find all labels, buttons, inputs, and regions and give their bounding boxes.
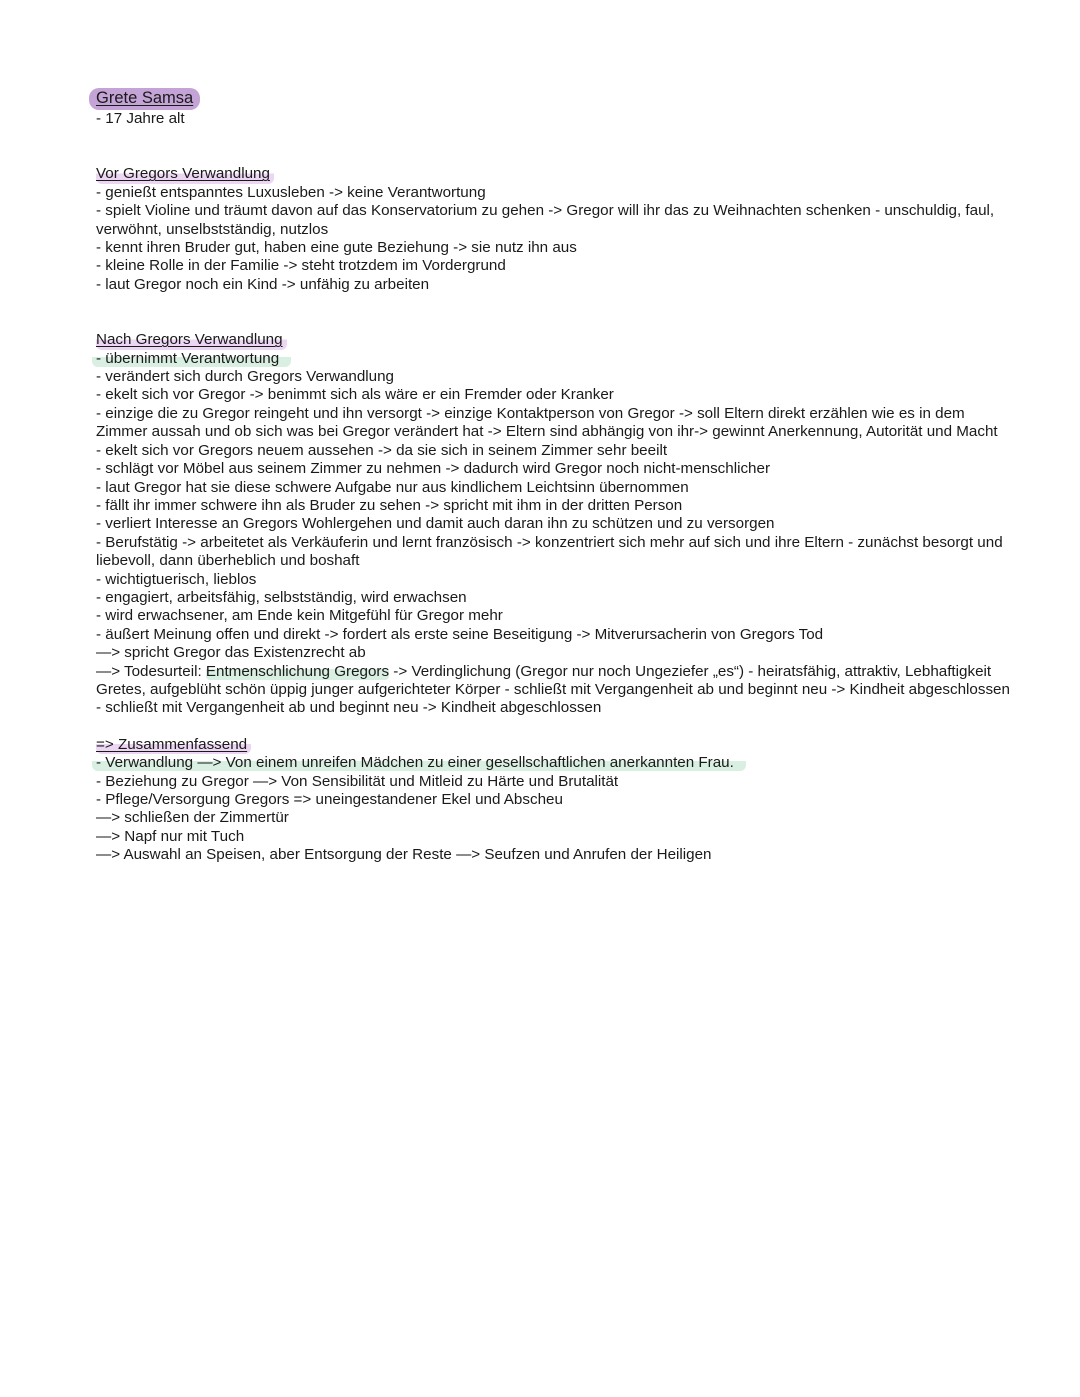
summary-first-line: - Verwandlung —> Von einem unreifen Mädchen zu einer gesellschaftlichen anerkannten Frau. [92,754,746,771]
summary-line: - Beziehung zu Gregor —> Von Sensibilität und Mitleid zu Härte und Brutalität [96,772,619,790]
after-line: - schlägt vor Möbel aus seinem Zimmer zu nehmen -> dadurch wird Gregor noch nicht-menschlicher [96,460,771,478]
verdict-prefix: —> Todesurteil: [96,662,206,680]
page-title: Grete Samsa [96,89,194,107]
before-line: - genießt entspanntes Luxusleben -> keine Verantwortung [96,183,486,201]
after-line: - fällt ihr immer schwere ihn als Bruder zu sehen -> spricht mit ihm in der dritten Person [96,496,683,514]
after-line: - laut Gregor hat sie diese schwere Aufgabe nur aus kindlichem Leichtsinn übernommen [96,478,689,496]
summary-line: —> Napf nur mit Tuch [96,827,245,845]
after-line: - ekelt sich vor Gregors neuem aussehen -> da sie sich in seinem Zimmer sehr beeilt [96,441,668,459]
after-line: - verliert Interesse an Gregors Wohlergehen und damit auch daran ihn zu schützen und zu versorgen [96,515,775,533]
section-summary-heading: => Zusammenfassend [96,736,251,754]
after-line: - einzige die zu Gregor reingeht und ihn versorgt -> einzige Kontaktperson von Gregor -> soll Eltern direkt erzählen wie es in dem Zimmer aussah und ob sich was bei Gregor verändert hat -> Eltern sind abhängig von ihr-> gewinnt Anerkennung, Autorität und Macht [96,404,998,441]
after-line: - äußert Meinung offen und direkt -> fordert als erste seine Beseitigung -> Mitverursacherin von Gregors Tod [96,625,824,643]
after-line: - wichtigtuerisch, lieblos [96,570,257,588]
before-line: - kleine Rolle in der Familie -> steht trotzdem im Vordergrund [96,257,506,275]
before-line: - laut Gregor noch ein Kind -> unfähig zu arbeiten [96,275,430,293]
section-after [96,331,1016,718]
summary-line: - Pflege/Versorgung Gregors => uneingestandener Ekel und Abscheu [96,791,563,808]
spacer [96,128,1016,165]
age-line: - 17 Jahre alt [96,110,185,127]
spacer [96,294,1016,331]
after-line: - ekelt sich vor Gregor -> benimmt sich als wäre er ein Fremder oder Kranker [96,386,614,404]
section-after-heading: Nach Gregors Verwandlung [96,331,287,349]
spacer [96,718,1016,736]
verdict-rest: -> Verdinglichung (Gregor nur noch Ungeziefer „es“) - heiratsfähig, attraktiv, Lebhaftigkeit Gretes, aufgeblüht schön üppig junger aufgerichteter Körper - schließt mit Vergangenheit ab und beginnt neu -> Kindheit abgeschlossen [96,662,1010,698]
before-line: - kennt ihren Bruder gut, haben eine gute Beziehung -> sie nutz ihn aus [96,239,577,257]
verdict-highlight: Entmenschlichung Gregors [205,662,390,680]
after-line: - Berufstätig -> arbeitetet als Verkäuferin und lernt französisch -> konzentriert sich mehr auf sich und ihre Eltern - zunächst besorgt und liebevoll, dann überheblich und boshaft [96,533,1003,570]
section-before [96,165,1016,294]
verdict-line [96,663,1016,700]
after-line: —> spricht Gregor das Existenzrecht ab [96,644,366,662]
before-line: - spielt Violine und träumt davon auf das Konservatorium zu gehen -> Gregor will ihr das zu Weihnachten schenken - unschuldig, faul, verwöhnt, unselbstständig, nutzlos [96,202,995,238]
after-line: - wird erwachsener, am Ende kein Mitgefühl für Gregor mehr [96,607,503,625]
after-first-line: - übernimmt Verantwortung [92,350,291,367]
after-last-line: - schließt mit Vergangenheit ab und beginnt neu -> Kindheit abgeschlossen [96,699,602,717]
summary-line: —> Auswahl an Speisen, aber Entsorgung der Reste —> Seufzen und Anrufen der Heiligen [96,846,712,864]
title-highlight [89,88,200,110]
after-line: - engagiert, arbeitsfähig, selbstständig, wird erwachsen [96,588,467,606]
section-summary [96,736,1016,865]
section-before-heading: Vor Gregors Verwandlung [96,165,274,183]
after-line: - verändert sich durch Gregors Verwandlung [96,368,394,386]
document-page [96,88,1016,865]
summary-line: —> schließen der Zimmertür [96,809,289,827]
